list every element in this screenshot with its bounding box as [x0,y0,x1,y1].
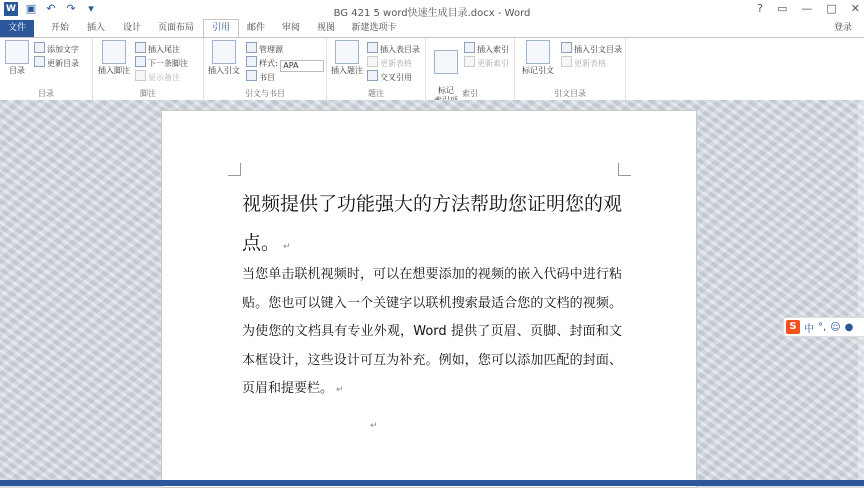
end-paragraph-mark: ↵ [370,421,378,431]
redo-icon[interactable]: ↷ [66,2,76,15]
document-paragraph[interactable] [242,261,622,405]
update-toc-icon [34,56,45,67]
insert-caption-label: 插入题注 [331,66,363,75]
tab-new-tab[interactable]: 新建选项卡 [351,23,397,33]
group-captions [327,38,426,100]
manage-sources-label: 管理源 [259,45,283,54]
tab-view[interactable]: 视图 [316,23,335,33]
tab-design[interactable]: 设计 [122,23,141,33]
insert-endnote-button[interactable] [135,42,180,55]
bibliography-label: 书目 [259,73,275,82]
manage-sources-button[interactable] [246,42,283,55]
insert-table-of-figures-button[interactable] [367,42,420,55]
ime-emoji-icon[interactable]: ☺ [830,321,841,333]
insert-toa-button[interactable] [561,42,622,55]
group-footnotes-label: 脚注 [140,89,156,98]
group-citations-label: 引文与书目 [245,89,285,98]
login-link[interactable]: 登录 [833,23,852,33]
update-toa-icon [561,56,572,67]
ribbon [0,37,864,101]
tab-page-layout[interactable]: 页面布局 [157,23,194,33]
show-notes-button[interactable] [135,70,180,83]
insert-caption-button[interactable] [329,40,365,76]
save-icon[interactable]: ▣ [25,2,37,15]
window-title: BG 421 5 word快速生成目录.docx - Word [333,8,531,19]
show-notes-icon [135,70,146,81]
group-authorities [515,38,626,100]
footnote-icon [102,40,126,64]
word-logo-icon: W [4,2,18,16]
update-toa-button[interactable] [561,56,606,69]
heading-text: 视频提供了功能强大的方法帮助您证明您的观点。 [242,193,623,254]
update-table-icon [367,56,378,67]
insert-index-label: 插入索引 [477,45,509,54]
paragraph-mark: ↵ [283,242,291,252]
update-index-label: 更新索引 [477,59,509,68]
group-index-label: 索引 [462,89,478,98]
toc-button-label: 目录 [9,66,25,75]
insert-footnote-button[interactable] [96,40,132,76]
next-footnote-icon [135,56,146,67]
insert-endnote-label: 插入尾注 [148,45,180,54]
group-authorities-label: 引文目录 [554,89,586,98]
update-index-button[interactable] [464,56,509,69]
caption-icon [335,40,359,64]
update-toc-button[interactable] [34,56,79,69]
minimize-button[interactable]: — [801,2,813,15]
bibliography-icon [246,70,257,81]
tab-home[interactable]: 开始 [50,23,69,33]
group-index [426,38,515,100]
insert-citation-button[interactable] [206,40,242,76]
style-dropdown[interactable]: APA [280,60,324,72]
vertical-scrollbar[interactable] [858,100,864,480]
paragraph-mark: ↵ [336,385,344,395]
next-footnote-label: 下一条脚注 [148,59,188,68]
style-icon [246,56,257,67]
ime-mode[interactable]: 中 [804,323,814,335]
mark-citation-icon [526,40,550,64]
mark-entry-icon [434,50,458,74]
insert-table-of-figures-label: 插入表目录 [380,45,420,54]
mark-entry-label: 标记 [438,86,454,95]
update-table-button[interactable] [367,56,412,69]
insert-citation-label: 插入引文 [208,66,240,75]
update-table-label: 更新表格 [380,59,412,68]
style-label: 样式: [259,59,278,68]
mark-citation-button[interactable] [519,40,557,76]
toc-icon [5,40,29,64]
tab-insert[interactable]: 插入 [86,23,105,33]
show-notes-label: 显示备注 [148,73,180,82]
next-footnote-button[interactable] [135,56,188,69]
margin-corner-top-right [618,163,631,176]
ribbon-tabs [0,20,864,37]
cross-reference-label: 交叉引用 [380,73,412,82]
tab-file[interactable]: 文件 [0,20,34,37]
ime-toolbar[interactable] [783,317,864,337]
table-of-figures-icon [367,42,378,53]
ime-mic-icon[interactable]: ● [844,321,854,333]
update-index-icon [464,56,475,67]
group-toc-label: 目录 [38,89,54,98]
bibliography-button[interactable] [246,70,275,83]
tab-review[interactable]: 审阅 [281,23,300,33]
mark-citation-label: 标记引文 [522,66,554,75]
insert-index-icon [464,42,475,53]
manage-sources-icon [246,42,257,53]
update-toa-label: 更新表格 [574,59,606,68]
insert-toa-icon [561,42,572,53]
customize-qat-icon[interactable]: ▾ [88,2,94,15]
group-citations [204,38,327,100]
group-captions-label: 题注 [368,89,384,98]
document-page[interactable] [161,110,697,488]
group-toc [0,38,93,100]
insert-index-button[interactable] [464,42,509,55]
group-footnotes [93,38,204,100]
citation-icon [212,40,236,64]
update-toc-label: 更新目录 [47,59,79,68]
document-heading[interactable] [242,185,622,267]
sogou-logo-icon: S [786,320,800,334]
add-text-icon [34,42,45,53]
title-bar [0,0,864,20]
tab-references[interactable]: 引用 [203,19,239,38]
ime-punct-icon[interactable]: °, [818,321,827,333]
maximize-button[interactable]: □ [826,2,837,15]
insert-toa-label: 插入引文目录 [574,45,622,54]
add-text-label: 添加文字 [47,45,79,54]
window-controls [757,2,860,15]
toc-button[interactable] [4,40,30,76]
status-bar [0,480,864,486]
paragraph-text: 当您单击联机视频时，可以在想要添加的视频的嵌入代码中进行粘贴。您也可以键入一个关键字以联机搜索最适合您的文档的视频。为使您的文档具有专业外观，Word 提供了页眉、页脚、封面和文本框设计，这些设计可互为补充。例如，您可以添加匹配的封面、页眉和提要栏。 [242,267,622,396]
tab-mailings[interactable]: 邮件 [246,23,265,33]
cross-reference-button[interactable] [367,70,412,83]
help-button[interactable]: ? [757,2,763,15]
margin-corner-top-left [228,163,241,176]
endnote-icon [135,42,146,53]
cross-reference-icon [367,70,378,81]
undo-icon[interactable]: ↶ [46,2,56,15]
add-text-button[interactable] [34,42,79,55]
close-button[interactable]: ✕ [850,2,860,15]
ribbon-display-button[interactable]: ▭ [776,2,788,15]
insert-footnote-label: 插入脚注 [98,66,130,75]
